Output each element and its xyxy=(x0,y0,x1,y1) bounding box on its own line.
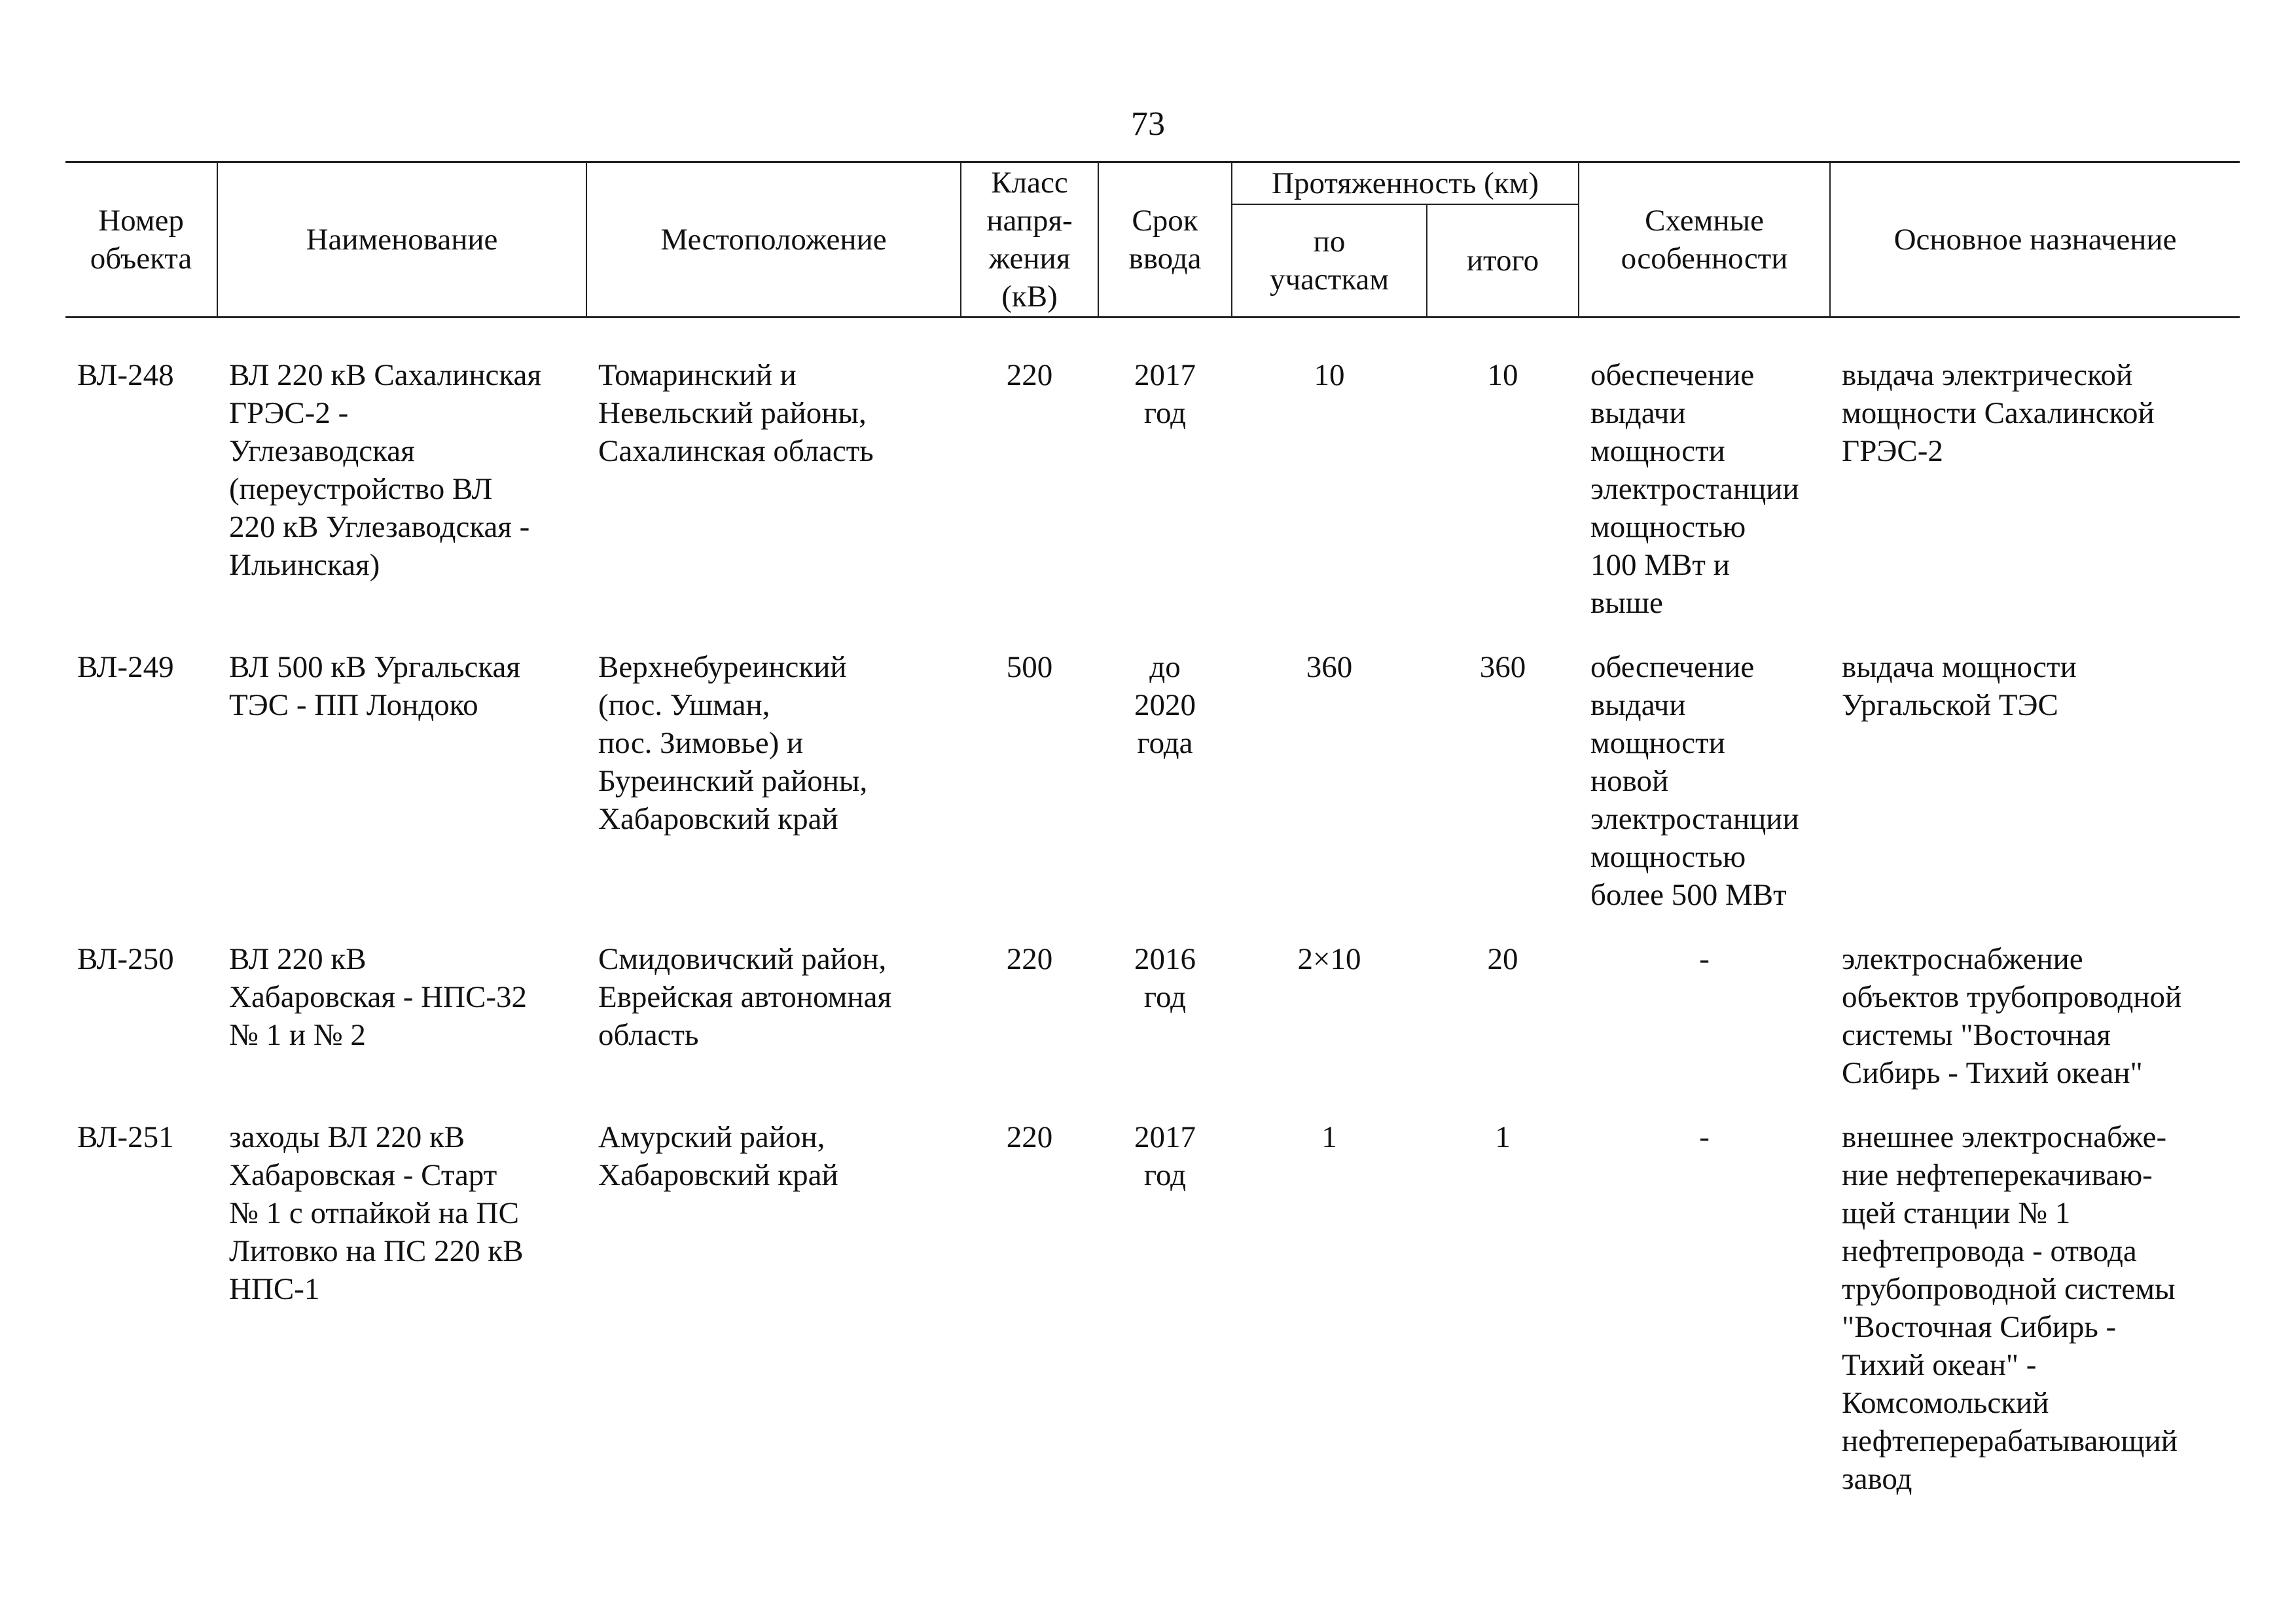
cell-location: Амурский район, Хабаровский край xyxy=(598,1120,838,1192)
cell-total: 360 xyxy=(1479,650,1526,684)
cell-sections: 360 xyxy=(1306,650,1353,684)
table-header xyxy=(65,162,2240,318)
header-name: Наименование xyxy=(217,162,586,318)
cell-purpose: выдача мощности Ургальской ТЭС xyxy=(1842,650,2077,722)
cell-number: ВЛ-248 xyxy=(77,358,174,392)
cell-total: 1 xyxy=(1495,1120,1511,1154)
cell-voltage: 220 xyxy=(1006,942,1053,976)
cell-term: 2017 год xyxy=(1134,358,1196,430)
table-row xyxy=(65,1118,2240,1498)
cell-total: 20 xyxy=(1487,942,1518,976)
cell-name: заходы ВЛ 220 кВ Хабаровская - Старт № 1 с отпайкой на ПС Литовко на ПС 220 кВ НПС-1 xyxy=(229,1120,524,1306)
table-row xyxy=(65,940,2240,1092)
cell-schematic: - xyxy=(1699,1120,1710,1154)
cell-schematic: - xyxy=(1699,942,1710,976)
cell-schematic: обеспечение выдачи мощности электростанции мощностью 100 МВт и выше xyxy=(1590,358,1799,620)
cell-sections: 2×10 xyxy=(1297,942,1361,976)
header-length-group: Протяженность (км) xyxy=(1232,162,1579,205)
cell-term: до 2020 года xyxy=(1134,650,1196,760)
header-commissioning: Срок ввода xyxy=(1098,162,1232,318)
header-purpose: Основное назначение xyxy=(1830,162,2240,318)
power-lines-table xyxy=(65,161,2240,1498)
page-number: 73 xyxy=(1131,105,1165,143)
cell-voltage: 500 xyxy=(1006,650,1053,684)
cell-purpose: внешнее электроснабже- ние нефтеперекачиваю- щей станции № 1 нефтепровода - отвода трубопроводной системы "Восточная Сибирь - Тихий океан" - Комсомольский нефтеперерабатывающий завод xyxy=(1842,1120,2178,1496)
cell-sections: 1 xyxy=(1321,1120,1337,1154)
table-row xyxy=(65,356,2240,622)
header-length-sections: по участкам xyxy=(1232,204,1427,318)
cell-voltage: 220 xyxy=(1006,1120,1053,1154)
cell-location: Томаринский и Невельский районы, Сахалинская область xyxy=(598,358,874,468)
header-length-total: итого xyxy=(1427,204,1579,318)
header-object-number: Номер объекта xyxy=(65,162,217,318)
cell-total: 10 xyxy=(1487,358,1518,392)
cell-term: 2017 год xyxy=(1134,1120,1196,1192)
cell-purpose: выдача электрической мощности Сахалинской ГРЭС-2 xyxy=(1842,358,2155,468)
cell-purpose: электроснабжение объектов трубопроводной системы "Восточная Сибирь - Тихий океан" xyxy=(1842,942,2182,1090)
header-voltage-class: Класс напря- жения (кВ) xyxy=(961,162,1098,318)
header-schematic: Схемные особенности xyxy=(1579,162,1830,318)
cell-number: ВЛ-251 xyxy=(77,1120,174,1154)
cell-schematic: обеспечение выдачи мощности новой электростанции мощностью более 500 МВт xyxy=(1590,650,1799,912)
cell-number: ВЛ-249 xyxy=(77,650,174,684)
cell-sections: 10 xyxy=(1314,358,1345,392)
cell-name: ВЛ 500 кВ Ургальская ТЭС - ПП Лондоко xyxy=(229,650,520,722)
cell-location: Смидовичский район, Еврейская автономная область xyxy=(598,942,892,1052)
cell-name: ВЛ 220 кВ Сахалинская ГРЭС-2 - Углезаводская (переустройство ВЛ 220 кВ Углезаводская - Ильинская) xyxy=(229,358,541,582)
cell-location: Верхнебуреинский (пос. Ушман, пос. Зимовье) и Буреинский районы, Хабаровский край xyxy=(598,650,868,836)
cell-number: ВЛ-250 xyxy=(77,942,174,976)
header-location: Местоположение xyxy=(586,162,961,318)
table-row xyxy=(65,648,2240,914)
cell-voltage: 220 xyxy=(1006,358,1053,392)
cell-term: 2016 год xyxy=(1134,942,1196,1014)
cell-name: ВЛ 220 кВ Хабаровская - НПС-32 № 1 и № 2 xyxy=(229,942,527,1052)
